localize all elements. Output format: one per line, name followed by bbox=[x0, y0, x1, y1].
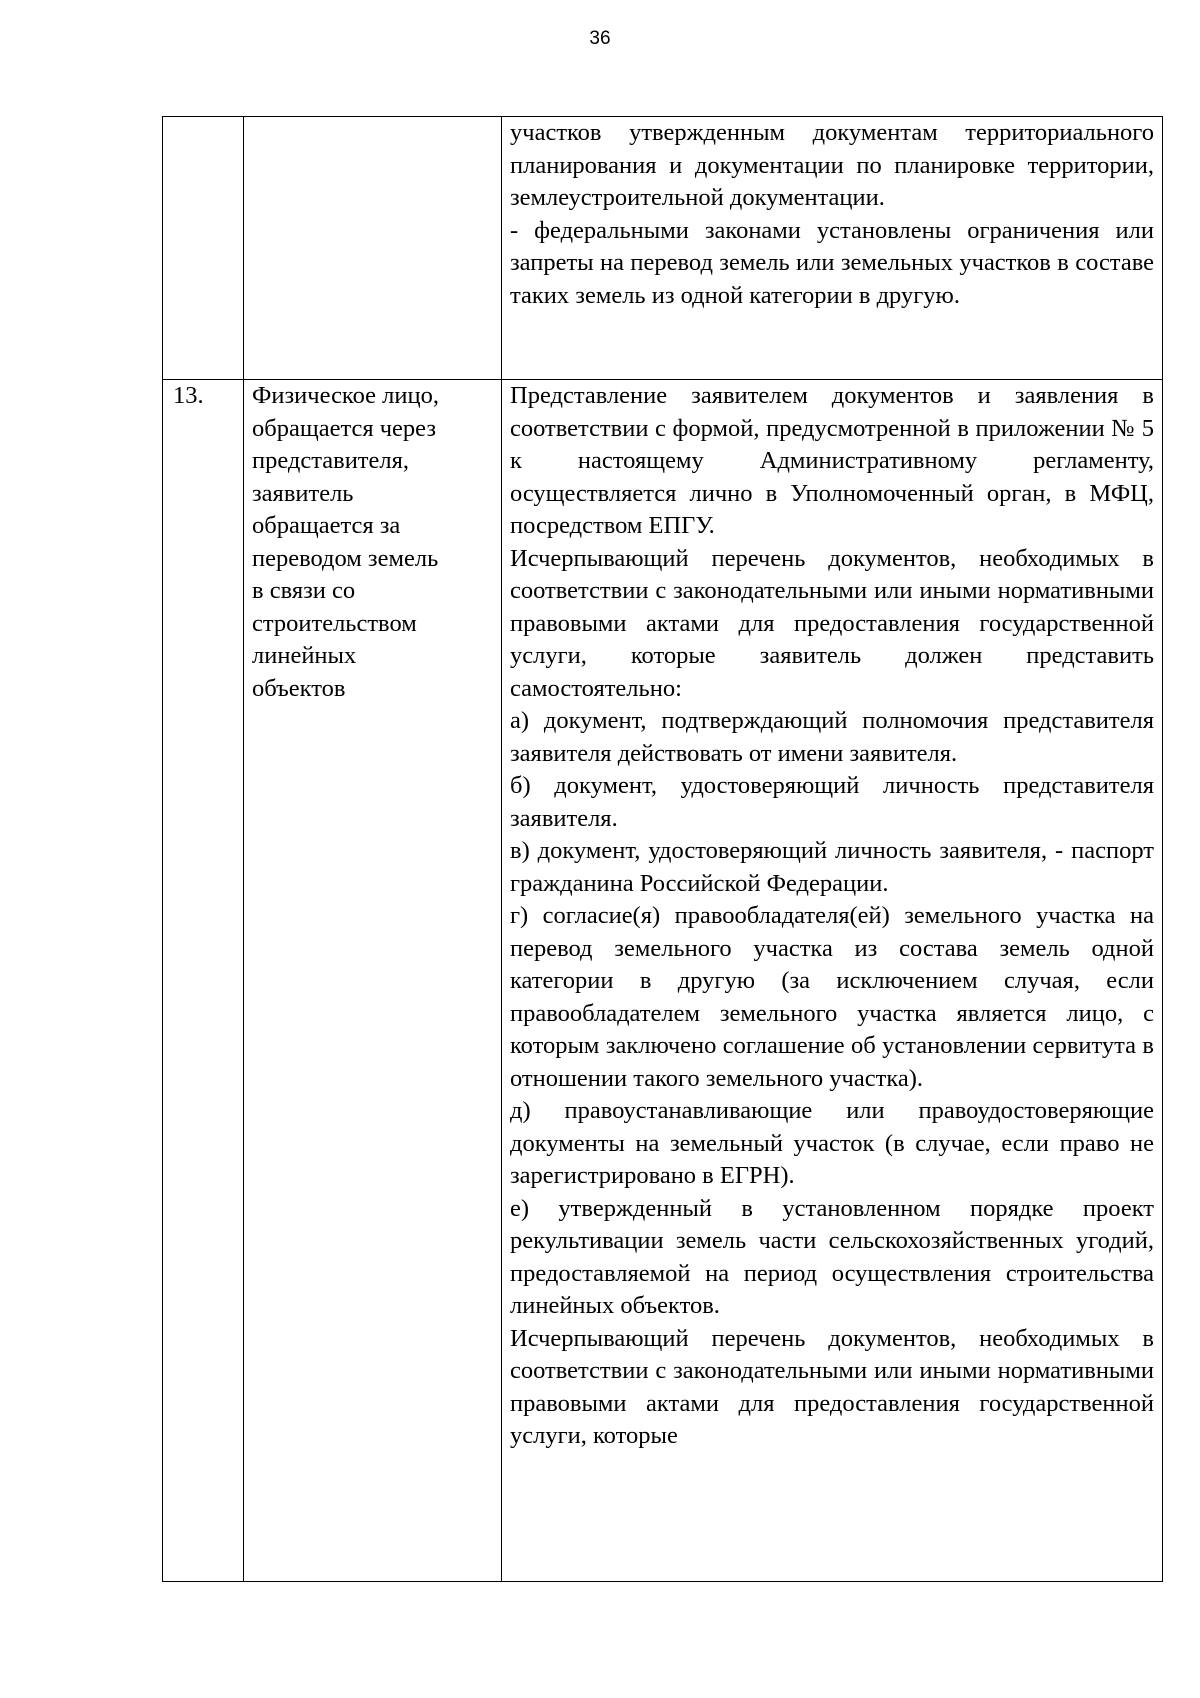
paragraph: б) документ, удостоверяющий личность представителя заявителя. bbox=[510, 772, 1154, 832]
category-line: заявитель bbox=[252, 479, 354, 507]
paragraph: е) утвержденный в установленном порядке проект рекультивации земель части сельскохозяйственных угодий, предоставляемой на период осуществления строительства линейных объектов. bbox=[510, 1194, 1154, 1319]
description-cell bbox=[502, 380, 1163, 1582]
paragraph: г) согласие(я) правообладателя(ей) земельного участка на перевод земельного участка из состава земель одной категории в другую (за исключением случая, если правообладателем земельного участка является лицо, с которым заключено соглашение об установлении сервитута в отношении такого земельного участка). bbox=[510, 902, 1154, 1092]
row-number-cell: 13. bbox=[163, 380, 244, 1582]
table-row bbox=[163, 380, 1163, 1582]
category-line: строительством bbox=[252, 609, 417, 637]
category-line: обращается через bbox=[252, 414, 437, 442]
category-line: объектов bbox=[252, 674, 346, 702]
category-line: в связи со bbox=[252, 577, 356, 604]
category-cell bbox=[244, 117, 502, 380]
paragraph: участков утвержденным документам территориального планирования и документации по планировке территории, землеустроительной документации. bbox=[510, 119, 1154, 211]
paragraph: Исчерпывающий перечень документов, необходимых в соответствии с законодательными или иными нормативными правовыми актами для предоставления государственной услуги, которые заявитель должен представить самостоятельно: bbox=[510, 544, 1154, 702]
table-row bbox=[163, 117, 1163, 380]
category-line: Физическое лицо, bbox=[252, 382, 439, 409]
category-line: обращается за bbox=[252, 512, 401, 539]
category-cell bbox=[244, 380, 502, 1582]
paragraph: в) документ, удостоверяющий личность заявителя, - паспорт гражданина Российской Федерации. bbox=[510, 837, 1154, 897]
page-number: 36 bbox=[589, 28, 611, 49]
row-number-cell bbox=[163, 117, 244, 380]
regulation-table bbox=[162, 116, 1163, 1582]
category-line: линейных bbox=[252, 642, 357, 669]
description-cell bbox=[502, 117, 1163, 380]
paragraph: Исчерпывающий перечень документов, необходимых в соответствии с законодательными или иными нормативными правовыми актами для предоставления государственной услуги, которые bbox=[510, 1324, 1154, 1449]
category-line: представителя, bbox=[252, 447, 410, 474]
paragraph: а) документ, подтверждающий полномочия представителя заявителя действовать от имени заявителя. bbox=[510, 707, 1154, 767]
paragraph: - федеральными законами установлены ограничения или запреты на перевод земель или земельных участков в составе таких земель из одной категории в другую. bbox=[510, 216, 1154, 309]
paragraph: д) правоустанавливающие или правоудостоверяющие документы на земельный участок (в случае, если право не зарегистрировано в ЕГРН). bbox=[510, 1097, 1154, 1189]
category-line: переводом земель bbox=[252, 544, 439, 572]
paragraph: Представление заявителем документов и заявления в соответствии с формой, предусмотренной в приложении № 5 к настоящему Административному регламенту, осуществляется лично в Уполномоченный орган, в МФЦ, посредством ЕПГУ. bbox=[510, 382, 1154, 539]
